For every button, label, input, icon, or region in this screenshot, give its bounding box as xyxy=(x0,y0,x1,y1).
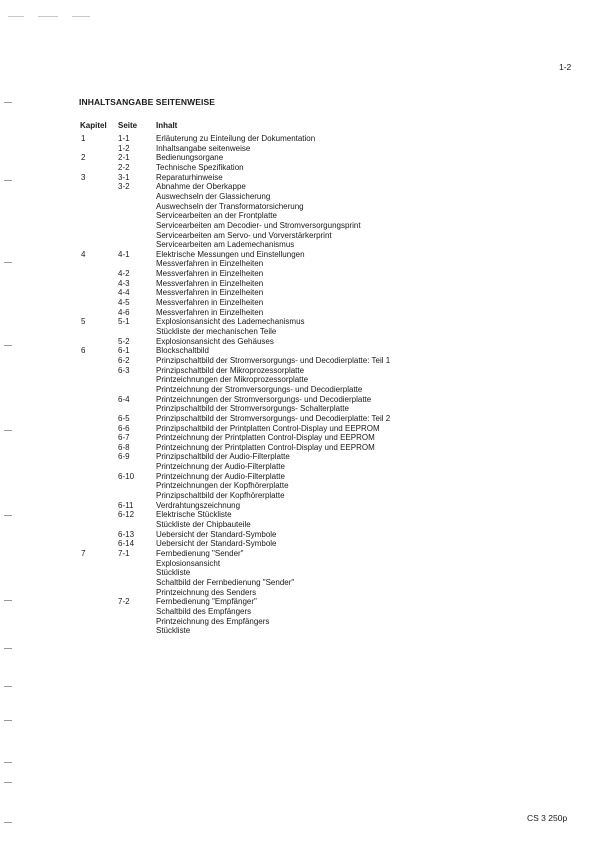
page-ref: 6-3 xyxy=(118,365,130,375)
entry-title: Auswechseln der Transformatorsicherung xyxy=(156,201,304,211)
entry-title: Erläuterung zu Einteilung der Dokumentation xyxy=(156,134,316,143)
entry-title: Prinzipschaltbild der Stromversorgungs- und Decodierplatte: Teil 1 xyxy=(156,355,391,365)
entry-title: Prinzipschaltbild der Printplatten Control-Display und EEPROM xyxy=(156,423,380,433)
punch-mark xyxy=(4,515,12,516)
page-ref: 4-1 xyxy=(118,249,130,259)
entry-title: Fernbedienung "Sender" xyxy=(156,548,244,558)
scan-artifact xyxy=(8,16,24,17)
chapter-number: 5 xyxy=(81,317,86,327)
chapter-number: 1 xyxy=(81,134,86,143)
page-ref: 1-2 xyxy=(118,143,130,153)
entry-title: Printzeichnung des Senders xyxy=(156,587,257,597)
entry-title: Prinzipschaltbild der Stromversorgungs- Schalterplatte xyxy=(156,404,349,414)
entry-title: Fernbedienung "Empfänger" xyxy=(156,597,257,607)
page-ref: 4-5 xyxy=(118,298,130,308)
page-ref: 4-4 xyxy=(118,288,130,298)
punch-mark xyxy=(4,720,12,721)
page-ref: 6-6 xyxy=(118,423,130,433)
page-ref: 6-8 xyxy=(118,442,130,452)
entry-title: Verdrahtungszeichnung xyxy=(156,500,241,510)
chapter-number: 7 xyxy=(81,548,86,558)
entry-title: Bedienungsorgane xyxy=(156,153,224,163)
entry-title: Prinzipschaltbild der Mikroprozessorplatte xyxy=(156,365,305,375)
chapter-number: 6 xyxy=(81,346,86,356)
entry-title: Printzeichnung des Empfängers xyxy=(156,616,270,626)
page-ref: 2-2 xyxy=(118,162,130,172)
page-ref: 4-3 xyxy=(118,278,130,288)
entry-title: Printzeichnung der Audio-Filterplatte xyxy=(156,462,285,472)
entry-title: Prinzipschaltbild der Stromversorgungs- und Decodierplatte: Teil 2 xyxy=(156,413,391,423)
page-ref: 3-2 xyxy=(118,182,130,192)
header-kapitel: Kapitel xyxy=(80,121,107,130)
entry-title: Schaltbild des Empfängers xyxy=(156,606,252,616)
entry-title: Printzeichnung der Printplatten Control-Display und EEPROM xyxy=(156,433,375,443)
entry-title: Schaltbild der Fernbedienung "Sender" xyxy=(156,577,295,587)
entry-title: Printzeichnung der Stromversorgungs- und Decodierplatte xyxy=(156,384,363,394)
entry-title: Messverfahren in Einzelheiten xyxy=(156,298,264,308)
entry-title: Elektrische Stückliste xyxy=(156,510,232,520)
page-ref: 6-1 xyxy=(118,346,130,356)
page-ref: 6-12 xyxy=(118,510,135,520)
entry-title: Technische Spezifikation xyxy=(156,162,244,172)
entry-title: Stückliste der mechanischen Teile xyxy=(156,327,277,336)
chapter-number: 2 xyxy=(81,153,86,163)
document-code: CS 3 250p xyxy=(527,813,568,823)
entry-title: Printzeichnungen der Stromversorgungs- und Decodierplatte xyxy=(156,394,372,404)
chapter-number: 3 xyxy=(81,172,86,182)
scan-artifact xyxy=(38,16,58,17)
page-ref: 6-9 xyxy=(118,452,130,462)
header-seite: Seite xyxy=(118,121,138,130)
page-ref: 6-14 xyxy=(118,539,135,549)
entry-title: Uebersicht der Standard-Symbole xyxy=(156,539,277,549)
page-ref: 5-2 xyxy=(118,336,130,346)
entry-title: Servicearbeiten an der Frontplatte xyxy=(156,211,277,221)
punch-mark xyxy=(4,345,12,346)
page-ref: 6-11 xyxy=(118,500,134,510)
scan-artifact xyxy=(72,16,90,17)
page-ref: 4-6 xyxy=(118,307,130,317)
entry-title: Uebersicht der Standard-Symbole xyxy=(156,529,277,539)
page-ref: 6-10 xyxy=(118,471,135,481)
punch-mark xyxy=(4,822,12,823)
entry-title: Reparaturhinweise xyxy=(156,172,223,182)
entry-title: Prinzipschaltbild der Kopfhörerplatte xyxy=(156,491,285,501)
punch-mark xyxy=(4,648,12,649)
page-ref: 7-2 xyxy=(118,597,130,607)
entry-title: Messverfahren in Einzelheiten xyxy=(156,259,264,269)
entry-title: Servicearbeiten am Servo- und Vorverstärkerprint xyxy=(156,230,332,240)
punch-mark xyxy=(4,430,12,431)
entry-title: Abnahme der Oberkappe xyxy=(156,182,246,192)
punch-mark xyxy=(4,600,12,601)
page-ref: 5-1 xyxy=(118,317,130,327)
page-title: INHALTSANGABE SEITENWEISE xyxy=(79,97,215,107)
page-ref: 6-4 xyxy=(118,394,130,404)
punch-mark xyxy=(4,262,12,263)
page-ref: 6-2 xyxy=(118,355,130,365)
entry-title: Messverfahren in Einzelheiten xyxy=(156,269,264,279)
header-inhalt: Inhalt xyxy=(156,121,178,130)
entry-title: Auswechseln der Glassicherung xyxy=(156,191,271,201)
page-ref: 1-1 xyxy=(118,134,130,143)
entry-title: Servicearbeiten am Lademechanismus xyxy=(156,240,295,250)
punch-mark xyxy=(4,102,12,103)
page-number: 1-2 xyxy=(559,62,572,72)
entry-title: Explosionsansicht des Lademechanismus xyxy=(156,317,305,327)
entry-title: Elektrische Messungen und Einstellungen xyxy=(156,249,305,259)
page-ref: 3-1 xyxy=(118,172,130,182)
entry-title: Prinzipschaltbild der Audio-Filterplatte xyxy=(156,452,290,462)
entry-title: Messverfahren in Einzelheiten xyxy=(156,278,264,288)
entry-title: Printzeichnungen der Mikroprozessorplatte xyxy=(156,375,309,385)
page-ref: 6-5 xyxy=(118,413,130,423)
entry-title: Stückliste xyxy=(156,568,191,578)
punch-mark xyxy=(4,762,12,763)
entry-title: Explosionsansicht xyxy=(156,558,221,568)
entry-title: Printzeichnungen der Kopfhörerplatte xyxy=(156,481,289,491)
entry-title: Explosionsansicht des Gehäuses xyxy=(156,336,274,346)
entry-title: Printzeichnung der Audio-Filterplatte xyxy=(156,471,285,481)
page-ref: 4-2 xyxy=(118,269,130,279)
page-ref: 2-1 xyxy=(118,153,130,163)
punch-mark xyxy=(4,180,12,181)
punch-mark xyxy=(4,686,12,687)
punch-mark xyxy=(4,782,12,783)
entry-title: Stückliste xyxy=(156,626,191,636)
entry-title: Printzeichnung der Printplatten Control-Display und EEPROM xyxy=(156,442,375,452)
entry-title: Inhaltsangabe seitenweise xyxy=(156,143,251,153)
entry-title: Messverfahren in Einzelheiten xyxy=(156,288,264,298)
entry-title: Stückliste der Chipbauteile xyxy=(156,520,251,529)
page-ref: 6-7 xyxy=(118,433,130,443)
entry-title: Servicearbeiten am Decodier- und Stromversorgungsprint xyxy=(156,220,361,230)
entry-title: Messverfahren in Einzelheiten xyxy=(156,307,264,317)
page-ref: 7-1 xyxy=(118,548,130,558)
entry-title: Blockschaltbild xyxy=(156,346,209,356)
page-ref: 6-13 xyxy=(118,529,135,539)
chapter-number: 4 xyxy=(81,249,86,259)
